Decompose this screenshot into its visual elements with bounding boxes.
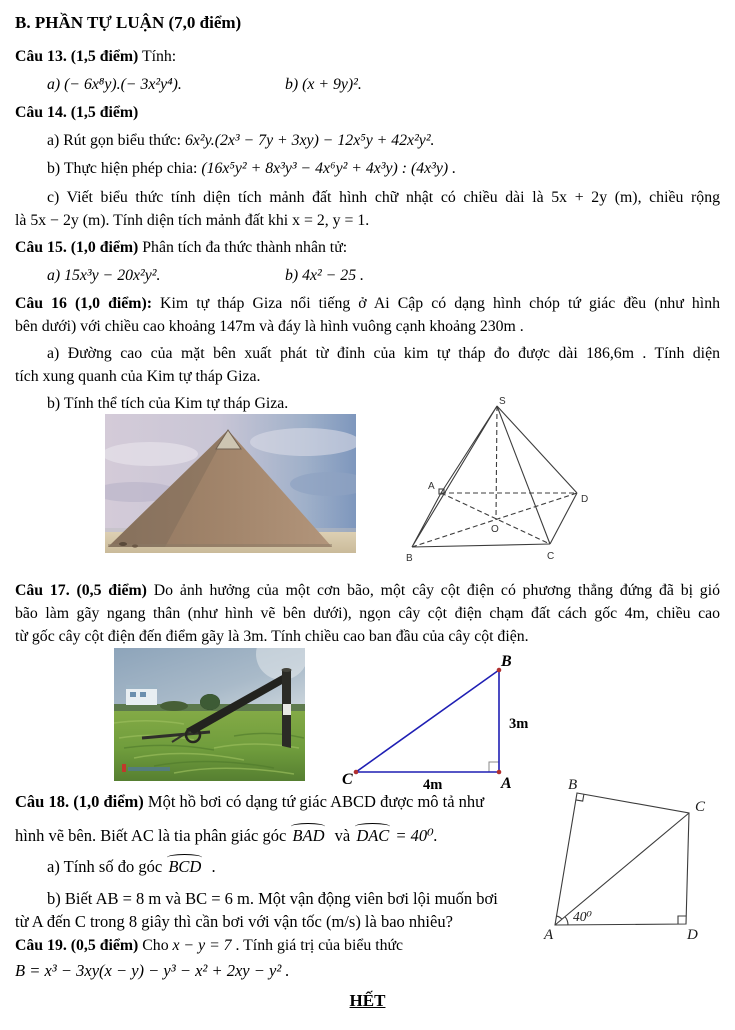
pole-triangle-diagram (335, 650, 535, 792)
end-label: HẾT (349, 991, 386, 1010)
q16-a-line2 (15, 366, 720, 388)
watermark-text-blur (128, 767, 170, 771)
watermark (122, 764, 126, 772)
q14-c-line1-text: c) Viết biểu thức tính diện tích mảnh đất hình chữ nhật có chiều dài là 5x + 2y (m), chiều rộng (47, 189, 720, 206)
q14-c-line2-text: là 5x − 2y (m). Tính diện tích mảnh đất khi x = 2, y = 1. (15, 212, 370, 229)
triangle-label-C: C (342, 771, 353, 788)
q14-part-c-line2 (15, 210, 720, 232)
pole-tag (283, 704, 291, 715)
section-header (15, 12, 720, 34)
q16-a-line2-text: tích xung quanh của Kim tự tháp Giza. (15, 368, 261, 385)
triangle-label-A: A (501, 775, 512, 792)
quad-label-B: B (568, 777, 578, 793)
q14-part-a (47, 130, 720, 152)
q14-label: Câu 14. (1,5 điểm) (15, 104, 139, 121)
q13-heading (15, 46, 720, 68)
q15-label: Câu 15. (1,0 điểm) (15, 239, 139, 256)
vertex-dot-C (354, 770, 359, 775)
q14-a-math: 6x²y.(2x³ − 7y + 3xy) − 12x⁵y + 42x²y². (184, 132, 435, 149)
tree (200, 694, 220, 710)
sand-figure (119, 542, 127, 546)
q18-a-post: . (207, 857, 216, 876)
q19-formula (15, 960, 720, 982)
q14-part-b (47, 158, 720, 180)
q18-line2-post: = 40⁰. (395, 826, 438, 845)
edge-CD (550, 493, 577, 544)
q13-parts (47, 74, 720, 96)
quad-label-D: D (687, 927, 698, 943)
edge-SA-SB (412, 406, 497, 547)
q19-line1 (15, 935, 720, 957)
triangle-length-4m: 4m (423, 777, 443, 792)
q17-line2 (15, 603, 720, 626)
cloud (105, 442, 198, 466)
section-header-text: B. PHẦN TỰ LUẬN (7,0 điểm) (15, 13, 242, 32)
q17-line1 (15, 580, 720, 603)
vertex-dot-A (497, 770, 502, 775)
cloud (250, 428, 356, 456)
edge-BC (412, 544, 550, 547)
q18-b-line2-text: từ A đến C trong 8 giây thì cần bơi với vận tốc (m/s) là bao nhiêu? (15, 912, 453, 931)
quad-sides (555, 793, 689, 925)
q19-label: Câu 19. (0,5 điểm) (15, 937, 139, 954)
q15-intro: Phân tích đa thức thành nhân tử: (138, 239, 348, 256)
q15-parts (47, 265, 720, 287)
q18-a-pre: a) Tính số đo góc (47, 857, 167, 876)
pyramid-label-C: C (547, 551, 555, 562)
q18-b-line1-text: b) Biết AB = 8 m và BC = 6 m. Một vận động viên bơi lội muốn bơi (47, 889, 498, 908)
q13-part-a: a) (− 6x⁸y).(− 3x²y⁴). (47, 76, 182, 93)
q16-part-b (47, 393, 720, 415)
q19-math: x − y = 7 (172, 937, 232, 954)
q15-part-a: a) 15x³y − 20x²y². (47, 267, 161, 284)
triangle-length-3m: 3m (509, 716, 529, 732)
q15-part-b: b) 4x² − 25 . (285, 267, 365, 284)
end-of-exam (0, 991, 735, 1011)
angle-BCD: BCD (168, 857, 202, 876)
q17-line3 (15, 626, 720, 648)
fallen-pole-photo (114, 648, 305, 781)
pool-quadrilateral-diagram (540, 772, 715, 944)
q19-formula-text: B = x³ − 3xy(x − y) − y³ − x² + 2xy − y² . (15, 961, 290, 980)
pyramid-label-B: B (406, 553, 413, 564)
right-angle-marker-D (678, 916, 686, 924)
pyramid-label-O: O (491, 524, 499, 535)
q13-label: Câu 13. (1,5 điểm) (15, 48, 139, 65)
q19-post: . Tính giá trị của biểu thức (231, 937, 404, 954)
q14-heading (15, 102, 720, 124)
q16-a-line1 (47, 343, 720, 366)
q19-pre: Cho (138, 937, 173, 954)
pyramid-diagram (403, 396, 593, 566)
pyramid-label-D: D (581, 494, 589, 505)
height-SO-dashed (496, 406, 497, 520)
triangle-sides (356, 670, 499, 772)
q14-b-math: (16x⁵y² + 8x³y³ − 4x⁶y² + 4x³y) : (4x³y) . (201, 160, 457, 177)
pyramid-label-S: S (499, 396, 506, 407)
q14-part-c-line1 (47, 187, 720, 210)
angle-DAC: DAC (356, 826, 390, 845)
house-window (130, 692, 136, 697)
q16-b-text: b) Tính thể tích của Kim tự tháp Giza. (47, 395, 289, 412)
q14-a-prefix: a) Rút gọn biểu thức: (47, 132, 185, 149)
q16-a-line1-text: a) Đường cao của mặt bên xuất phát từ đỉnh của kim tự tháp đo được dài 186,6m . Tính diện (47, 345, 720, 362)
quad-angle-40: 40⁰ (573, 909, 592, 924)
q17-line1-text: Do ảnh hưởng của một cơn bão, một cây cột điện có phương thẳng đứng đã bị gió (146, 582, 720, 599)
q16-line1-text: Kim tự tháp Giza nổi tiếng ở Ai Cập có dạng hình chóp tứ giác đều (như hình (151, 295, 720, 312)
triangle-label-B: B (501, 653, 512, 670)
quad-label-A: A (544, 927, 554, 943)
angle-arc-2 (565, 917, 568, 925)
pyramid-label-A: A (428, 481, 435, 492)
q18-line1-text: Một hồ bơi có dạng tứ giác ABCD được mô tả như (143, 792, 485, 811)
pole-top-cap (282, 668, 292, 672)
q14-b-prefix: b) Thực hiện phép chia: (47, 160, 202, 177)
q17-line2-text: bão làm gãy ngang thân (như hình vẽ bên dưới), ngọn cây cột điện chạm đất cách gốc 4m, chiều cao (15, 605, 720, 622)
q18-line2-pre: hình vẽ bên. Biết AC là tia phân giác góc (15, 826, 291, 845)
q16-line2-text: bên dưới) với chiều cao khoảng 147m và đáy là hình vuông cạnh khoảng 230m . (15, 318, 524, 335)
q15-heading (15, 237, 720, 259)
giza-pyramid-photo (105, 414, 356, 553)
q17-label: Câu 17. (0,5 điểm) (15, 582, 147, 599)
house-window (140, 692, 146, 697)
q13-intro: Tính: (138, 48, 177, 65)
q16-line1 (15, 293, 720, 316)
pyramid-base-shadow (108, 544, 332, 547)
angle-arc-1 (557, 916, 562, 919)
quad-label-C: C (695, 799, 706, 815)
sand-figure (132, 544, 138, 547)
q18-label: Câu 18. (1,0 điểm) (15, 792, 144, 811)
q18-line2-mid: và (330, 826, 355, 845)
edge-SC (497, 406, 550, 544)
q17-line3-text: từ gốc cây cột điện đến điểm gãy là 3m. Tính chiều cao ban đầu của cây cột điện. (15, 628, 529, 645)
tree (160, 701, 188, 711)
q16-label: Câu 16 (1,0 điểm): (15, 295, 152, 312)
angle-BAD: BAD (292, 826, 325, 845)
edge-SD (497, 406, 577, 493)
q16-line2 (15, 316, 720, 338)
q13-part-b: b) (x + 9y)². (285, 76, 362, 93)
